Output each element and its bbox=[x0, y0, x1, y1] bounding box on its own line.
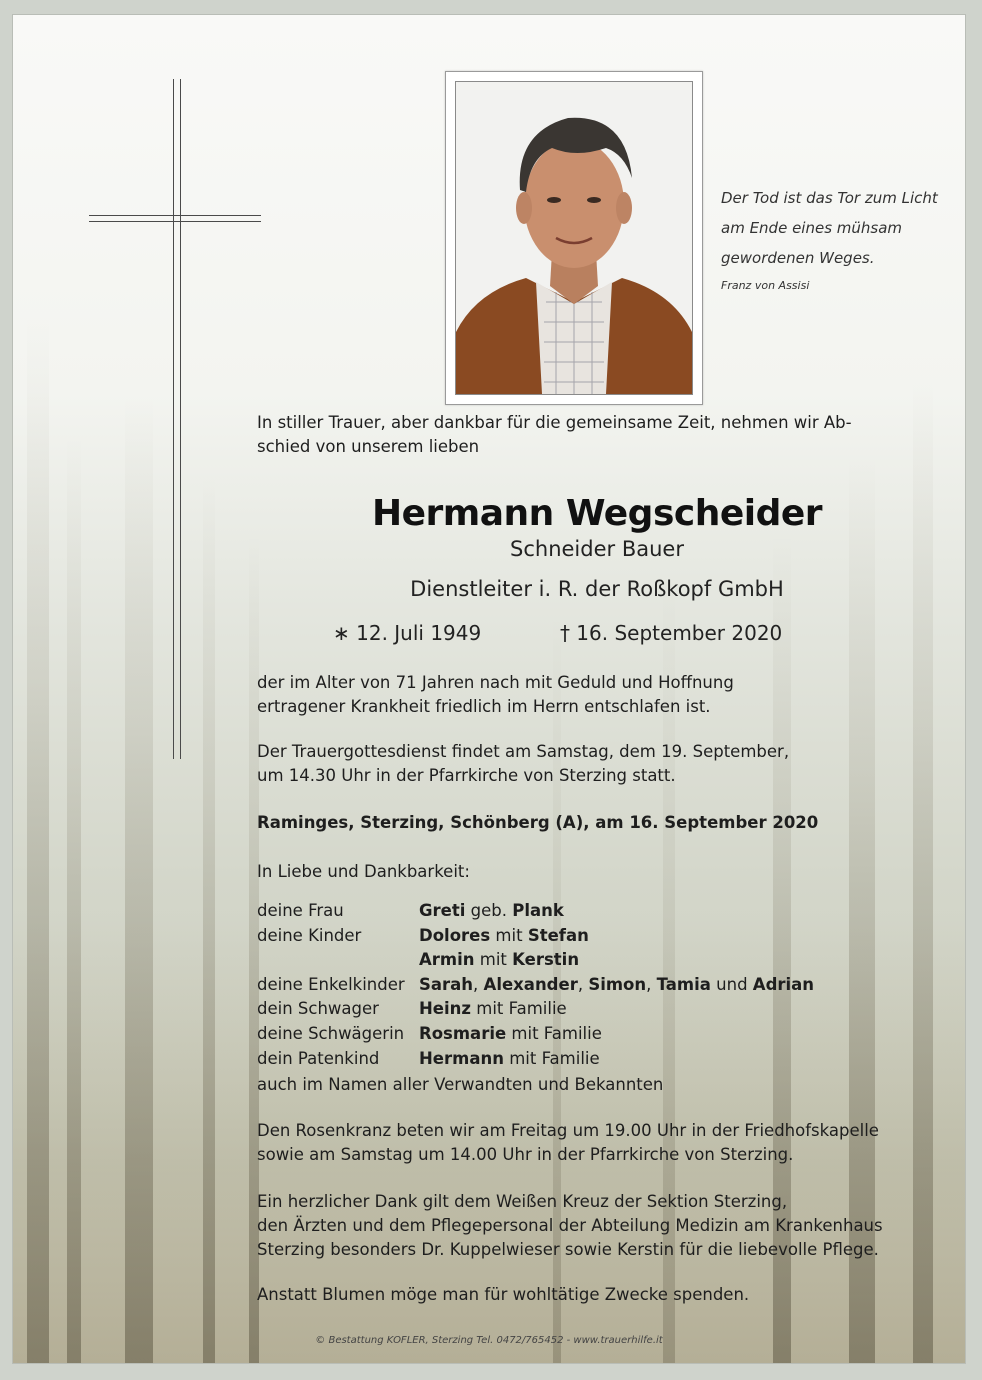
family-connector: , bbox=[646, 974, 657, 994]
family-row bbox=[257, 1047, 814, 1072]
family-connector: mit Familie bbox=[471, 999, 567, 1019]
family-relation: deine Enkelkinder bbox=[257, 974, 405, 994]
family-names bbox=[419, 899, 564, 924]
family-names bbox=[419, 924, 589, 949]
paragraph-line: den Ärzten und dem Pflegepersonal der Abteilung Medizin am Krankenhaus bbox=[257, 1216, 883, 1235]
quote-line: am Ende eines mühsam bbox=[721, 219, 903, 237]
portrait-illustration bbox=[456, 82, 692, 394]
family-member-name: Armin bbox=[419, 950, 475, 970]
family-relation: dein Schwager bbox=[257, 999, 379, 1019]
portrait-photo bbox=[455, 81, 693, 395]
family-names bbox=[419, 1047, 600, 1072]
family-connector: mit Familie bbox=[506, 1023, 602, 1043]
love-heading: In Liebe und Dankbarkeit: bbox=[257, 862, 470, 881]
family-member-name: Kerstin bbox=[512, 950, 580, 970]
quote-author: Franz von Assisi bbox=[721, 279, 810, 292]
family-row bbox=[257, 899, 814, 924]
family-connector: mit Familie bbox=[503, 1048, 600, 1068]
family-row bbox=[257, 924, 814, 949]
family-member-name: Adrian bbox=[752, 974, 815, 994]
family-member-name: Tamia bbox=[656, 974, 711, 994]
funeral-home-footer: © Bestattung KOFLER, Sterzing Tel. 0472/765452 - www.trauerhilfe.it bbox=[315, 1335, 663, 1346]
paragraph-line: Sterzing besonders Dr. Kuppelwieser sowie Kerstin für die liebevolle Pflege. bbox=[257, 1240, 879, 1259]
family-member-name: Greti bbox=[419, 901, 466, 920]
family-relation: deine Kinder bbox=[257, 925, 362, 945]
family-row bbox=[257, 948, 814, 973]
family-names bbox=[419, 1022, 602, 1047]
family-row bbox=[257, 1022, 814, 1047]
cross-icon-horizontal bbox=[89, 215, 261, 222]
intro-line: schied von unserem lieben bbox=[257, 437, 480, 456]
family-member-name: Rosmarie bbox=[419, 1023, 507, 1043]
paragraph-line: Der Trauergottesdienst findet am Samstag, dem 19. September, bbox=[257, 742, 790, 761]
family-names bbox=[419, 948, 579, 973]
family-names bbox=[419, 997, 567, 1022]
thanks-paragraph bbox=[257, 1190, 937, 1262]
rosary-paragraph bbox=[257, 1119, 937, 1167]
family-connector: , bbox=[577, 974, 589, 994]
family-member-name: Plank bbox=[512, 901, 564, 920]
life-dates bbox=[333, 621, 782, 645]
quote-line: gewordenen Weges. bbox=[721, 249, 875, 267]
obituary-frame bbox=[12, 14, 966, 1364]
deceased-nickname: Schneider Bauer bbox=[510, 537, 684, 561]
family-connector: mit bbox=[490, 925, 528, 945]
family-member-name: Dolores bbox=[419, 925, 491, 945]
paragraph-line: um 14.30 Uhr in der Pfarrkirche von Sterzing statt. bbox=[257, 766, 676, 785]
family-member-name: Sarah bbox=[419, 974, 474, 994]
family-relation: deine Frau bbox=[257, 901, 344, 920]
family-member-name: Alexander bbox=[483, 974, 578, 994]
portrait-frame bbox=[445, 71, 703, 405]
family-names bbox=[419, 973, 814, 998]
place-date: Raminges, Sterzing, Schönberg (A), am 16. September 2020 bbox=[257, 813, 819, 832]
family-member-name: Simon bbox=[588, 974, 647, 994]
family-row bbox=[257, 997, 814, 1022]
paragraph-line: der im Alter von 71 Jahren nach mit Geduld und Hoffnung bbox=[257, 673, 734, 692]
quote-block bbox=[721, 183, 961, 295]
death-date: † 16. September 2020 bbox=[559, 621, 783, 645]
family-connector: , bbox=[473, 974, 484, 994]
intro-line: In stiller Trauer, aber dankbar für die gemeinsame Zeit, nehmen wir Ab- bbox=[257, 413, 852, 432]
age-paragraph bbox=[257, 671, 937, 719]
family-member-name: Heinz bbox=[419, 999, 472, 1019]
paragraph-line: ertragener Krankheit friedlich im Herrn entschlafen ist. bbox=[257, 697, 711, 716]
family-connector: geb. bbox=[465, 901, 513, 920]
family-relation: dein Patenkind bbox=[257, 1048, 380, 1068]
paragraph-line: Den Rosenkranz beten wir am Freitag um 19.00 Uhr in der Friedhofskapelle bbox=[257, 1121, 879, 1140]
family-closing: auch im Namen aller Verwandten und Bekannten bbox=[257, 1075, 664, 1094]
flowers-note: Anstatt Blumen möge man für wohltätige Zwecke spenden. bbox=[257, 1285, 750, 1304]
family-connector: mit bbox=[474, 950, 513, 970]
family-row bbox=[257, 973, 814, 998]
cross-icon-vertical bbox=[173, 79, 181, 759]
service-paragraph bbox=[257, 740, 937, 788]
paragraph-line: sowie am Samstag um 14.00 Uhr in der Pfarrkirche von Sterzing. bbox=[257, 1145, 794, 1164]
quote-line: Der Tod ist das Tor zum Licht bbox=[721, 189, 938, 207]
deceased-name: Hermann Wegscheider bbox=[371, 493, 823, 534]
family-relation: deine Schwägerin bbox=[257, 1023, 405, 1043]
family-relation bbox=[257, 948, 419, 973]
family-member-name: Hermann bbox=[419, 1048, 504, 1068]
deceased-position: Dienstleiter i. R. der Roßkopf GmbH bbox=[410, 577, 784, 601]
family-connector: und bbox=[710, 974, 753, 994]
paragraph-line: Ein herzlicher Dank gilt dem Weißen Kreuz der Sektion Sterzing, bbox=[257, 1192, 788, 1211]
birth-date: ∗ 12. Juli 1949 bbox=[333, 621, 482, 645]
family-list bbox=[257, 899, 814, 1071]
intro-text bbox=[257, 411, 937, 459]
family-member-name: Stefan bbox=[527, 925, 589, 945]
